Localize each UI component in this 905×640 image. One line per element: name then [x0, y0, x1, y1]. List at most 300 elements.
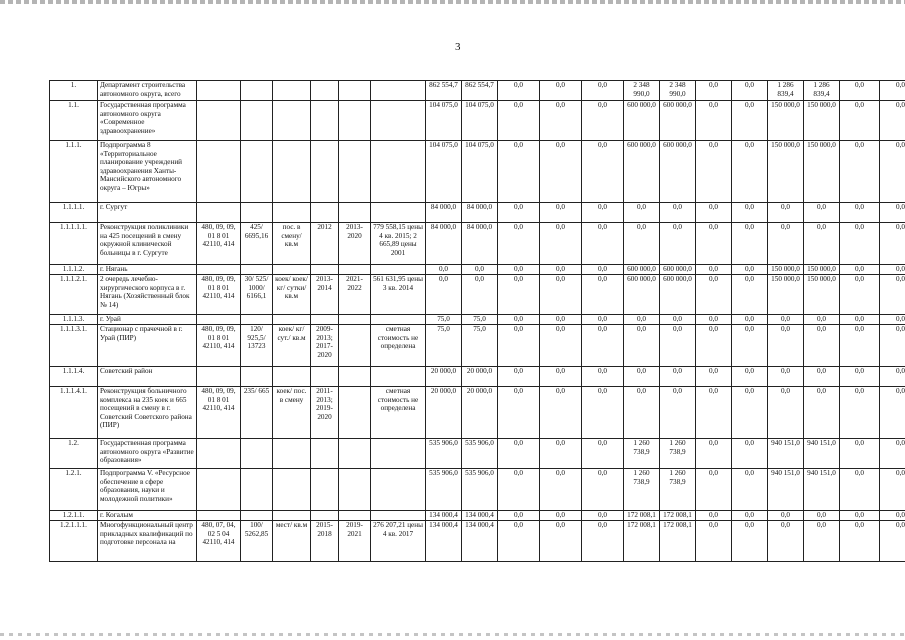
row-name-cell: Стационар с прачечной в г. Урай (ПИР)	[98, 325, 197, 367]
table-cell: 0,0	[540, 275, 582, 315]
table-cell: 150 000,0	[804, 141, 840, 203]
table-cell: 276 207,21 цены 4 кв. 2017	[371, 521, 426, 562]
table-cell: 940 151,0	[768, 439, 804, 469]
table-cell: 0,0	[540, 81, 582, 101]
table-cell: 2019-2021	[339, 521, 371, 562]
table-cell: 0,0	[660, 367, 696, 387]
table-cell: 0,0	[804, 367, 840, 387]
table-cell	[339, 265, 371, 275]
table-cell: 0,0	[880, 439, 905, 469]
table-cell: 0,0	[880, 101, 905, 141]
table-cell	[197, 469, 241, 511]
table-row	[50, 439, 905, 469]
table-cell: 150 000,0	[768, 141, 804, 203]
table-cell: 0,0	[880, 141, 905, 203]
table-cell	[197, 511, 241, 521]
table-cell	[371, 203, 426, 223]
row-number-cell: 1.2.1.	[50, 469, 98, 511]
table-cell	[311, 367, 339, 387]
table-cell: 0,0	[624, 367, 660, 387]
table-cell: 0,0	[696, 315, 732, 325]
table-cell: 0,0	[498, 265, 540, 275]
table-cell	[339, 81, 371, 101]
table-cell: 2 348 990,0	[660, 81, 696, 101]
table-row	[50, 387, 905, 439]
row-number-cell: 1.2.1.1.1.	[50, 521, 98, 562]
row-name-cell: г. Урай	[98, 315, 197, 325]
scan-edge-top	[0, 0, 905, 4]
table-cell: 0,0	[696, 203, 732, 223]
row-number-cell: 1.1.1.4.1.	[50, 387, 98, 439]
table-row	[50, 275, 905, 315]
table-cell: 150 000,0	[804, 265, 840, 275]
table-cell	[197, 203, 241, 223]
table-cell: 0,0	[732, 325, 768, 367]
table-cell: 0,0	[880, 275, 905, 315]
table-cell: 0,0	[804, 511, 840, 521]
row-number-cell: 1.2.	[50, 439, 98, 469]
table-cell: 0,0	[540, 521, 582, 562]
table-cell	[197, 315, 241, 325]
table-cell: 0,0	[804, 315, 840, 325]
table-cell: 0,0	[660, 223, 696, 265]
table-cell: 0,0	[540, 223, 582, 265]
table-cell: 0,0	[582, 141, 624, 203]
table-cell	[371, 511, 426, 521]
table-cell: 0,0	[840, 469, 880, 511]
table-cell: 862 554,7	[426, 81, 462, 101]
row-name-cell: 2 очередь лечебно-хирургического корпуса в г. Нягань (Хозяйственный блок № 14)	[98, 275, 197, 315]
table-cell: 84 000,0	[426, 223, 462, 265]
table-cell: 0,0	[768, 223, 804, 265]
table-cell	[339, 315, 371, 325]
scan-edge-bottom	[0, 633, 905, 636]
table-cell	[241, 511, 273, 521]
table-cell: 0,0	[804, 521, 840, 562]
table-cell: 779 558,15 цены 4 кв. 2015; 2 665,89 цены 2001	[371, 223, 426, 265]
table-cell: 0,0	[880, 223, 905, 265]
table-cell	[241, 367, 273, 387]
table-cell: 0,0	[840, 81, 880, 101]
table-cell: 0,0	[732, 265, 768, 275]
table-cell: 235/ 665	[241, 387, 273, 439]
row-name-cell: Советский район	[98, 367, 197, 387]
table-cell	[339, 469, 371, 511]
table-cell: 0,0	[498, 141, 540, 203]
table-cell: 0,0	[840, 325, 880, 367]
row-number-cell: 1.1.1.3.1.	[50, 325, 98, 367]
page-number: 3	[455, 41, 461, 53]
table-cell: 0,0	[498, 387, 540, 439]
table-cell: 0,0	[582, 511, 624, 521]
table-cell: 150 000,0	[768, 101, 804, 141]
table-cell: 0,0	[540, 315, 582, 325]
table-cell: 0,0	[840, 511, 880, 521]
table-cell: 0,0	[540, 387, 582, 439]
table-cell	[273, 101, 311, 141]
table-cell: 100/ 5262,85	[241, 521, 273, 562]
table-cell: 535 906,0	[462, 469, 498, 511]
table-cell	[241, 141, 273, 203]
table-row	[50, 101, 905, 141]
table-cell: 120/ 925,5/ 13723	[241, 325, 273, 367]
table-cell: 0,0	[624, 315, 660, 325]
table-cell: 600 000,0	[660, 265, 696, 275]
table-cell: 2013-2020	[339, 223, 371, 265]
table-cell: 0,0	[880, 367, 905, 387]
table-cell: 0,0	[426, 265, 462, 275]
table-cell	[273, 469, 311, 511]
table-cell: 0,0	[732, 439, 768, 469]
table-cell: 0,0	[426, 275, 462, 315]
table-cell	[339, 203, 371, 223]
table-cell: 30/ 525/ 1000/ 6166,1	[241, 275, 273, 315]
table-row	[50, 203, 905, 223]
table-cell: 0,0	[840, 101, 880, 141]
table-cell: 104 075,0	[426, 141, 462, 203]
table-cell: 0,0	[498, 439, 540, 469]
table-cell: 0,0	[880, 511, 905, 521]
table-cell: 0,0	[624, 325, 660, 367]
table-cell: 0,0	[732, 223, 768, 265]
table-cell: 0,0	[840, 141, 880, 203]
table-cell: 425/ 6695,16	[241, 223, 273, 265]
row-name-cell: г. Нягань	[98, 265, 197, 275]
table-cell: 172 008,1	[624, 511, 660, 521]
table-cell: 0,0	[696, 469, 732, 511]
row-name-cell: Подпрограмма V. «Ресурсное обеспечение в сфере образования, науки и молодежной политики»	[98, 469, 197, 511]
table-cell: 0,0	[768, 367, 804, 387]
table-cell: 0,0	[498, 203, 540, 223]
table-cell: 0,0	[582, 439, 624, 469]
table-cell: 0,0	[804, 223, 840, 265]
table-row	[50, 367, 905, 387]
table-cell: 0,0	[696, 265, 732, 275]
table-cell: 0,0	[660, 387, 696, 439]
table-cell: 0,0	[582, 81, 624, 101]
table-cell: 940 151,0	[768, 469, 804, 511]
table-cell: 600 000,0	[624, 101, 660, 141]
table-cell: 0,0	[582, 367, 624, 387]
table-cell: 0,0	[540, 439, 582, 469]
row-number-cell: 1.1.1.3.	[50, 315, 98, 325]
table-cell: пос. в смену/ кв.м	[273, 223, 311, 265]
table-cell: 600 000,0	[624, 275, 660, 315]
table-cell: 0,0	[498, 81, 540, 101]
table-cell: 134 000,4	[462, 521, 498, 562]
table-cell: 0,0	[462, 275, 498, 315]
table-cell: 0,0	[498, 469, 540, 511]
table-cell: 0,0	[840, 367, 880, 387]
table-cell: 862 554,7	[462, 81, 498, 101]
table-cell: 0,0	[498, 275, 540, 315]
table-cell	[197, 101, 241, 141]
table-cell	[273, 203, 311, 223]
table-cell: 0,0	[696, 511, 732, 521]
table-cell: 1 286 839,4	[768, 81, 804, 101]
table-cell: 134 000,4	[426, 521, 462, 562]
table-cell: 134 000,4	[462, 511, 498, 521]
table-cell: 600 000,0	[660, 141, 696, 203]
table-cell: 480, 09, 09, 01 8 01 42110, 414	[197, 275, 241, 315]
table-cell: 0,0	[696, 439, 732, 469]
table-cell	[311, 101, 339, 141]
table-cell: 75,0	[426, 325, 462, 367]
table-cell	[311, 439, 339, 469]
table-cell	[311, 265, 339, 275]
table-cell	[371, 81, 426, 101]
table-cell: 0,0	[768, 315, 804, 325]
table-row	[50, 141, 905, 203]
table-cell: 0,0	[840, 315, 880, 325]
table-cell: 1 286 839,4	[804, 81, 840, 101]
table-cell: 0,0	[804, 325, 840, 367]
row-name-cell: Государственная программа автономного округа «Современное здравоохранение»	[98, 101, 197, 141]
table-cell: 600 000,0	[624, 141, 660, 203]
table-cell: 2 348 990,0	[624, 81, 660, 101]
table-cell: 0,0	[660, 203, 696, 223]
table-cell: 0,0	[498, 521, 540, 562]
table-cell: 150 000,0	[804, 275, 840, 315]
table-cell: 0,0	[732, 101, 768, 141]
table-cell	[241, 101, 273, 141]
row-number-cell: 1.1.1.	[50, 141, 98, 203]
row-name-cell: Реконструкция больничного комплекса на 235 коек и 665 посещений в смену в г. Советский Советского района (ПИР)	[98, 387, 197, 439]
table-cell: 172 008,1	[660, 521, 696, 562]
row-number-cell: 1.1.1.1.1.	[50, 223, 98, 265]
table-cell: 150 000,0	[768, 265, 804, 275]
table-cell: 0,0	[498, 101, 540, 141]
table-cell	[371, 141, 426, 203]
table-cell: 104 075,0	[462, 141, 498, 203]
table-cell: 75,0	[462, 325, 498, 367]
table-cell: 561 631,95 цены 3 кв. 2014	[371, 275, 426, 315]
table-cell: 0,0	[840, 265, 880, 275]
table-cell	[241, 203, 273, 223]
table-cell: 0,0	[582, 223, 624, 265]
table-cell: 0,0	[768, 511, 804, 521]
table-cell: 150 000,0	[804, 101, 840, 141]
table-cell: 2021-2022	[339, 275, 371, 315]
table-cell: 172 008,1	[660, 511, 696, 521]
table-cell: 0,0	[880, 387, 905, 439]
table-cell: 0,0	[804, 387, 840, 439]
table-cell	[241, 265, 273, 275]
table-cell: 0,0	[880, 469, 905, 511]
table-cell: коек/ пос. в смену	[273, 387, 311, 439]
table-cell	[197, 439, 241, 469]
table-cell: 0,0	[696, 81, 732, 101]
table-cell	[311, 141, 339, 203]
table-cell: коек/ кг/ сут./ кв.м	[273, 325, 311, 367]
table-cell: 0,0	[696, 275, 732, 315]
table-cell: 0,0	[804, 203, 840, 223]
table-cell: 535 906,0	[426, 439, 462, 469]
table-cell: 940 151,0	[804, 469, 840, 511]
table-cell	[197, 265, 241, 275]
table-cell: 172 008,1	[624, 521, 660, 562]
row-name-cell: г. Сургут	[98, 203, 197, 223]
table-cell	[197, 141, 241, 203]
table-cell: 150 000,0	[768, 275, 804, 315]
row-name-cell: Подпрограмма 8 «Территориальное планирование учреждений здравоохранения Ханты-Мансийского автономного округа – Югры»	[98, 141, 197, 203]
table-cell: 0,0	[624, 223, 660, 265]
table-cell: 0,0	[880, 81, 905, 101]
table-cell: 600 000,0	[624, 265, 660, 275]
table-cell: 0,0	[732, 511, 768, 521]
table-cell	[371, 439, 426, 469]
capital-investment-table	[49, 80, 905, 562]
table-cell	[311, 315, 339, 325]
table-cell	[241, 81, 273, 101]
table-cell: 0,0	[540, 265, 582, 275]
table-cell: 0,0	[880, 203, 905, 223]
table-cell: 0,0	[840, 387, 880, 439]
row-number-cell: 1.	[50, 81, 98, 101]
table-cell: 0,0	[540, 141, 582, 203]
table-cell: 0,0	[660, 315, 696, 325]
table-cell: 2015-2018	[311, 521, 339, 562]
table-cell: 0,0	[696, 387, 732, 439]
table-row	[50, 81, 905, 101]
table-cell: коек/ коек/ кг/ сутки/ кв.м	[273, 275, 311, 315]
table-body	[50, 81, 905, 562]
table-cell: 535 906,0	[426, 469, 462, 511]
table-cell: сметная стоимость не определена	[371, 325, 426, 367]
row-number-cell: 1.1.1.4.	[50, 367, 98, 387]
table-cell: 0,0	[498, 511, 540, 521]
table-cell: 0,0	[696, 141, 732, 203]
table-cell: 0,0	[768, 521, 804, 562]
table-cell: 20 000,0	[462, 387, 498, 439]
table-cell: 0,0	[540, 469, 582, 511]
table-cell	[371, 469, 426, 511]
table-cell	[339, 141, 371, 203]
table-cell: 75,0	[462, 315, 498, 325]
table-cell	[371, 367, 426, 387]
table-cell: 0,0	[840, 521, 880, 562]
table-cell: 0,0	[732, 387, 768, 439]
table-cell: 0,0	[840, 275, 880, 315]
table-row	[50, 223, 905, 265]
table-cell	[339, 101, 371, 141]
table-cell: 0,0	[540, 101, 582, 141]
table-cell: 600 000,0	[660, 101, 696, 141]
table-row	[50, 469, 905, 511]
table-cell: 75,0	[426, 315, 462, 325]
table-cell: 0,0	[582, 265, 624, 275]
table-cell	[197, 367, 241, 387]
table-cell	[273, 141, 311, 203]
table-cell	[197, 81, 241, 101]
table-cell	[339, 387, 371, 439]
table-cell: 0,0	[696, 223, 732, 265]
table-cell: 0,0	[732, 203, 768, 223]
table-cell: 0,0	[732, 141, 768, 203]
table-cell: 940 151,0	[804, 439, 840, 469]
table-cell	[339, 511, 371, 521]
row-name-cell: г. Когалым	[98, 511, 197, 521]
table-cell	[339, 439, 371, 469]
table-cell: 0,0	[840, 223, 880, 265]
table-cell	[311, 81, 339, 101]
table-cell: 0,0	[582, 325, 624, 367]
table-cell	[273, 81, 311, 101]
table-cell: 0,0	[540, 511, 582, 521]
table-cell	[371, 101, 426, 141]
table-cell: сметная стоимость не определена	[371, 387, 426, 439]
table-cell: 1 260 738,9	[660, 439, 696, 469]
table-cell: 1 260 738,9	[660, 469, 696, 511]
table-cell: 0,0	[624, 203, 660, 223]
table-cell: 480, 09, 09, 01 8 01 42110, 414	[197, 387, 241, 439]
row-name-cell: Реконструкция поликлиники на 425 посещений в смену окружной клинической больницы в г. Сургуте	[98, 223, 197, 265]
table-cell: 2013-2014	[311, 275, 339, 315]
table-cell: 0,0	[540, 203, 582, 223]
table-cell: 0,0	[696, 325, 732, 367]
table-cell: 0,0	[880, 315, 905, 325]
table-cell: 0,0	[498, 223, 540, 265]
table-cell: 0,0	[462, 265, 498, 275]
table-cell: 0,0	[696, 367, 732, 387]
table-cell	[273, 315, 311, 325]
table-cell: 0,0	[768, 325, 804, 367]
table-cell: 0,0	[880, 265, 905, 275]
table-cell: 0,0	[582, 315, 624, 325]
table-cell: 0,0	[732, 469, 768, 511]
table-cell: 0,0	[498, 325, 540, 367]
table-cell	[339, 367, 371, 387]
table-cell: 0,0	[582, 387, 624, 439]
table-row	[50, 315, 905, 325]
table-cell: 0,0	[880, 521, 905, 562]
row-number-cell: 1.1.	[50, 101, 98, 141]
table-cell: 0,0	[498, 367, 540, 387]
table-cell: 1 260 738,9	[624, 469, 660, 511]
table-cell: 2009-2013; 2017-2020	[311, 325, 339, 367]
row-name-cell: Департамент строительства автономного округа, всего	[98, 81, 197, 101]
table-cell: 0,0	[840, 439, 880, 469]
table-row	[50, 521, 905, 562]
table-cell: 20 000,0	[426, 367, 462, 387]
table-cell	[371, 315, 426, 325]
table-row	[50, 325, 905, 367]
row-number-cell: 1.1.1.2.	[50, 265, 98, 275]
table-cell: 480, 07, 04, 02 5 04 42110, 414	[197, 521, 241, 562]
table-cell: 1 260 738,9	[624, 439, 660, 469]
table-cell: 0,0	[540, 325, 582, 367]
table-cell: 0,0	[768, 387, 804, 439]
row-number-cell: 1.1.1.1.	[50, 203, 98, 223]
table-cell: 0,0	[582, 521, 624, 562]
table-cell: 0,0	[880, 325, 905, 367]
table-cell: 0,0	[582, 203, 624, 223]
table-cell: 20 000,0	[462, 367, 498, 387]
table-cell: 0,0	[624, 387, 660, 439]
table-cell: 0,0	[732, 367, 768, 387]
table-cell: 84 000,0	[462, 223, 498, 265]
table-cell: 480, 09, 09, 01 8 01 42110, 414	[197, 223, 241, 265]
row-name-cell: Государственная программа автономного округа «Развитие образования»	[98, 439, 197, 469]
table-cell	[339, 325, 371, 367]
table-cell: 480, 09, 09, 01 8 01 42110, 414	[197, 325, 241, 367]
table-cell	[241, 469, 273, 511]
table-cell	[273, 439, 311, 469]
table-cell: 0,0	[696, 521, 732, 562]
table-cell: 535 906,0	[462, 439, 498, 469]
row-number-cell: 1.2.1.1.	[50, 511, 98, 521]
table-cell: мест/ кв.м	[273, 521, 311, 562]
